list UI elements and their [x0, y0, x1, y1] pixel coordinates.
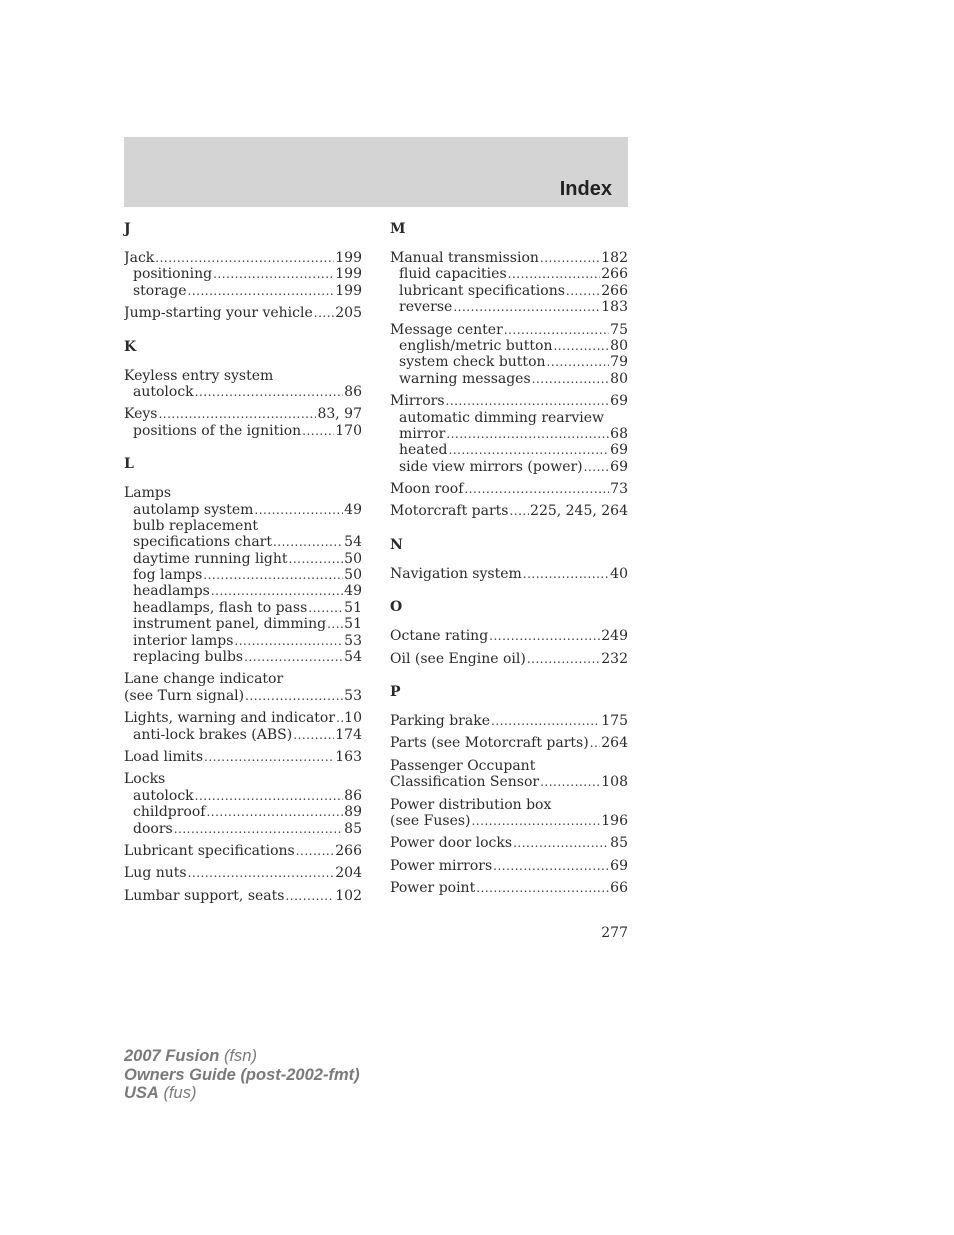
entry-text: Keyless entry system: [124, 367, 274, 384]
index-entry: [390, 566, 628, 582]
index-entry-line: [390, 628, 628, 644]
index-subentry-line: [390, 459, 628, 475]
entry-text: headlamps: [133, 583, 210, 600]
footer-market: USA: [124, 1084, 159, 1102]
page-reference: 249: [601, 628, 628, 645]
dot-leader: [188, 865, 335, 881]
page-reference: 79: [610, 354, 628, 371]
dot-leader: [590, 735, 601, 751]
index-entry-line: [390, 797, 628, 813]
index-entry: [124, 305, 362, 321]
index-entry: [124, 865, 362, 881]
index-subentry-line: [124, 727, 362, 743]
entry-text: Navigation system: [390, 565, 522, 582]
dot-leader: [234, 633, 343, 649]
entry-text: mirror: [399, 425, 446, 442]
dot-leader: [472, 813, 601, 829]
dot-leader: [491, 713, 600, 729]
index-entry-line: [390, 322, 628, 338]
index-subentry-line: [124, 616, 362, 632]
index-entry-line: [390, 250, 628, 266]
footer-guide: Owners Guide (post-2002-fmt): [124, 1065, 360, 1084]
index-entry: [124, 888, 362, 904]
index-subentry-line: [390, 338, 628, 354]
index-subentry-line: [124, 821, 362, 837]
index-subentry-line: [390, 299, 628, 315]
index-section: [390, 218, 628, 520]
index-entry: [390, 858, 628, 874]
page-reference: 40: [610, 565, 628, 582]
index-subentry-line: [390, 442, 628, 458]
page-reference: 53: [344, 632, 362, 649]
index-entry-line: [124, 485, 362, 501]
dot-leader: [493, 858, 609, 874]
dot-leader: [158, 406, 316, 422]
dot-leader: [195, 788, 344, 804]
page-reference: 85: [610, 835, 628, 852]
index-subentry-line: [124, 266, 362, 282]
page-reference: 199: [335, 266, 362, 283]
dot-leader: [509, 503, 529, 519]
section-letter: N: [390, 536, 403, 553]
index-entry-line: [390, 393, 628, 409]
page-reference: 69: [610, 442, 628, 459]
index-entry-line: [390, 813, 628, 829]
dot-leader: [540, 774, 600, 790]
index-subentry-line: [124, 518, 362, 534]
dot-leader: [584, 459, 610, 475]
entry-text: replacing bulbs: [133, 649, 244, 666]
index-subentry-line: [124, 788, 362, 804]
dot-leader: [336, 710, 343, 726]
index-subentry-line: [124, 534, 362, 550]
dot-leader: [296, 843, 335, 859]
index-section: [390, 534, 628, 582]
page-reference: 86: [344, 787, 362, 804]
index-entry-line: [124, 749, 362, 765]
index-entry-line: [390, 880, 628, 896]
entry-text: (see Fuses): [390, 812, 471, 829]
dot-leader: [547, 354, 610, 370]
dot-leader: [553, 338, 609, 354]
page-reference: 102: [335, 887, 362, 904]
dot-leader: [540, 250, 600, 266]
index-entry-line: [390, 503, 628, 519]
page-reference: 163: [335, 748, 362, 765]
header-band: [124, 137, 628, 207]
entry-text: lubricant specifications: [399, 282, 565, 299]
dot-leader: [213, 266, 334, 282]
entry-text: side view mirrors (power): [399, 458, 583, 475]
index-entry: [390, 481, 628, 497]
page-reference: 80: [610, 370, 628, 387]
page-reference: 53: [344, 687, 362, 704]
index-entry-line: [390, 735, 628, 751]
entry-text: Jump-starting your vehicle: [124, 305, 313, 322]
dot-leader: [449, 442, 610, 458]
entry-text: Mirrors: [390, 393, 445, 410]
index-section: [124, 218, 362, 322]
entry-text: Octane rating: [390, 628, 489, 645]
dot-leader: [206, 804, 343, 820]
dot-leader: [464, 481, 609, 497]
index-entry: [390, 835, 628, 851]
dot-leader: [513, 835, 609, 851]
section-letter: J: [124, 221, 131, 237]
entry-text: specifications chart: [133, 534, 272, 551]
entry-text: interior lamps: [133, 632, 234, 649]
index-subentry-line: [124, 423, 362, 439]
footer-market-code: (fus): [163, 1084, 197, 1102]
index-subentry-line: [124, 633, 362, 649]
dot-leader: [289, 551, 344, 567]
index-subentry-line: [124, 583, 362, 599]
dot-leader: [453, 299, 600, 315]
page-reference: 182: [601, 250, 628, 266]
entry-text: headlamps, flash to pass: [133, 599, 308, 616]
page-number: 277: [601, 925, 628, 941]
entry-text: Oil (see Engine oil): [390, 650, 526, 667]
index-subentry-line: [124, 502, 362, 518]
index-entry: [390, 322, 628, 388]
dot-leader: [527, 651, 600, 667]
entry-text: anti-lock brakes (ABS): [133, 726, 293, 743]
page-reference: 50: [344, 567, 362, 584]
dot-leader: [314, 305, 334, 321]
page-reference: 175: [601, 713, 628, 730]
page-reference: 199: [335, 250, 362, 266]
dot-leader: [155, 250, 334, 266]
page-reference: 205: [335, 305, 362, 322]
entry-text: Motorcraft parts: [390, 503, 509, 520]
index-entry: [390, 250, 628, 316]
page-reference: 51: [344, 599, 362, 616]
index-entry: [390, 758, 628, 791]
index-entry: [124, 843, 362, 859]
index-entry: [390, 651, 628, 667]
dot-leader: [188, 283, 335, 299]
page-reference: 69: [610, 393, 628, 410]
entry-text: Locks: [124, 771, 166, 788]
index-section: [390, 681, 628, 897]
entry-text: autolock: [133, 787, 194, 804]
entry-text: bulb replacement: [133, 517, 258, 534]
page-reference: 80: [610, 337, 628, 354]
page-reference: 204: [335, 865, 362, 882]
page-reference: 174: [335, 726, 362, 743]
index-entry-line: [390, 858, 628, 874]
page-reference: 89: [344, 804, 362, 821]
index-entry: [390, 393, 628, 475]
dot-leader: [532, 371, 610, 387]
page-reference: 183: [601, 299, 628, 316]
page-reference: 68: [610, 425, 628, 442]
dot-leader: [244, 649, 343, 665]
entry-text: Passenger Occupant: [390, 757, 536, 774]
dot-leader: [446, 426, 609, 442]
index-entry: [390, 735, 628, 751]
section-letter: O: [390, 599, 403, 616]
footer-line-3: [124, 1084, 360, 1103]
dot-leader: [446, 393, 610, 409]
index-entry: [124, 250, 362, 299]
page-reference: 51: [344, 616, 362, 633]
index-subentry-line: [124, 283, 362, 299]
index-entry-line: [124, 671, 362, 687]
index-subentry-line: [124, 384, 362, 400]
section-letter: K: [124, 338, 137, 355]
entry-text: Power point: [390, 880, 476, 897]
entry-text: Power mirrors: [390, 857, 493, 874]
index-subentry-line: [124, 551, 362, 567]
entry-text: Parking brake: [390, 713, 490, 730]
page-reference: 86: [344, 383, 362, 400]
dot-leader: [489, 628, 600, 644]
page-reference: 266: [335, 842, 362, 859]
entry-text: positioning: [133, 266, 213, 283]
dot-leader: [195, 384, 344, 400]
dot-leader: [211, 583, 343, 599]
entry-text: system check button: [399, 354, 546, 371]
index-subentry-line: [390, 410, 628, 426]
dot-leader: [476, 880, 609, 896]
index-entry-line: [124, 368, 362, 384]
index-subentry-line: [390, 371, 628, 387]
entry-text: automatic dimming rearview: [399, 409, 605, 426]
page-reference: 196: [601, 812, 628, 829]
page-reference: 85: [344, 820, 362, 837]
section-letter: M: [390, 221, 406, 237]
dot-leader: [508, 266, 601, 282]
entry-text: daytime running light: [133, 550, 288, 567]
index-entry-line: [124, 406, 362, 422]
index-entry-line: [390, 651, 628, 667]
footer-line-2: [124, 1066, 360, 1085]
dot-leader: [273, 534, 343, 550]
index-entry: [390, 713, 628, 729]
entry-text: storage: [133, 282, 187, 299]
index-entry-line: [124, 865, 362, 881]
entry-text: Parts (see Motorcraft parts): [390, 735, 589, 752]
entry-text: Message center: [390, 321, 503, 338]
entry-text: Lubricant specifications: [124, 842, 295, 859]
footer: [124, 1047, 360, 1103]
footer-line-1: [124, 1047, 360, 1066]
page-reference: 69: [610, 458, 628, 475]
index-entry: [124, 749, 362, 765]
page-reference: 49: [344, 501, 362, 518]
index-entry: [124, 671, 362, 704]
page-reference: 232: [601, 650, 628, 667]
page-reference: 108: [601, 774, 628, 791]
page-reference: 264: [601, 735, 628, 752]
section-letter: P: [390, 684, 401, 701]
index-entry-line: [124, 771, 362, 787]
page-reference: 225, 245, 264: [530, 503, 628, 520]
dot-leader: [523, 566, 609, 582]
entry-text: Lumbar support, seats: [124, 887, 285, 904]
index-subentry-line: [390, 426, 628, 442]
index-entry: [390, 503, 628, 519]
index-entry-line: [124, 250, 362, 266]
entry-text: Lamps: [124, 485, 172, 502]
index-entry: [124, 710, 362, 743]
index-subentry-line: [124, 600, 362, 616]
page-reference: 73: [610, 481, 628, 498]
index-section: [124, 453, 362, 904]
page-reference: 69: [610, 857, 628, 874]
index-entry-line: [390, 774, 628, 790]
index-subentry-line: [124, 804, 362, 820]
entry-text: childproof: [133, 804, 206, 821]
entry-text: Load limits: [124, 748, 204, 765]
entry-text: Manual transmission: [390, 250, 539, 266]
index-subentry-line: [124, 649, 362, 665]
entry-text: Jack: [124, 250, 155, 266]
index-entry-line: [390, 481, 628, 497]
section-letter: L: [124, 456, 134, 473]
page-reference: 199: [335, 282, 362, 299]
entry-text: Lug nuts: [124, 865, 187, 882]
entry-text: instrument panel, dimming: [133, 616, 327, 633]
index-entry-line: [124, 688, 362, 704]
index-subentry-line: [390, 354, 628, 370]
page-reference: 10: [344, 710, 362, 727]
footer-model-code: (fsn): [223, 1047, 257, 1065]
page-reference: 170: [335, 422, 362, 439]
entry-text: positions of the ignition: [133, 422, 302, 439]
page-reference: 54: [344, 534, 362, 551]
page-title: Index: [559, 178, 612, 200]
dot-leader: [308, 600, 343, 616]
index-entry-line: [390, 758, 628, 774]
entry-text: english/metric button: [399, 337, 553, 354]
index-section: [390, 596, 628, 667]
entry-text: heated: [399, 442, 448, 459]
dot-leader: [327, 616, 343, 632]
index-subentry-line: [390, 283, 628, 299]
index-entry: [124, 485, 362, 665]
footer-model: 2007 Fusion: [124, 1047, 220, 1065]
entry-text: Classification Sensor: [390, 774, 540, 791]
index-entry-line: [124, 305, 362, 321]
entry-text: Keys: [124, 406, 158, 423]
dot-leader: [204, 749, 334, 765]
entry-text: fluid capacities: [399, 266, 507, 283]
page-reference: 83, 97: [317, 406, 362, 423]
page-reference: 49: [344, 583, 362, 600]
index-entry: [390, 797, 628, 830]
dot-leader: [293, 727, 334, 743]
index-column-right: [390, 218, 628, 911]
entry-text: Power door locks: [390, 835, 513, 852]
page-reference: 266: [601, 282, 628, 299]
index-entry: [390, 880, 628, 896]
entry-text: autolamp system: [133, 501, 254, 518]
index-entry: [124, 771, 362, 837]
dot-leader: [504, 322, 609, 338]
index-entry-line: [124, 710, 362, 726]
dot-leader: [285, 888, 334, 904]
index-entry: [390, 628, 628, 644]
index-entry-line: [390, 835, 628, 851]
index-entry-line: [390, 566, 628, 582]
page-reference: 66: [610, 880, 628, 897]
entry-text: Power distribution box: [390, 796, 552, 813]
index-entry: [124, 406, 362, 439]
entry-text: fog lamps: [133, 567, 203, 584]
index-entry-line: [124, 843, 362, 859]
index-entry: [124, 368, 362, 401]
dot-leader: [203, 567, 343, 583]
page-reference: 50: [344, 550, 362, 567]
page-reference: 54: [344, 649, 362, 666]
index-column-left: [124, 218, 362, 918]
entry-text: autolock: [133, 383, 194, 400]
dot-leader: [566, 283, 600, 299]
page-reference: 266: [601, 266, 628, 283]
entry-text: warning messages: [399, 370, 531, 387]
dot-leader: [245, 688, 343, 704]
dot-leader: [254, 502, 343, 518]
index-section: [124, 336, 362, 440]
page-reference: 75: [610, 321, 628, 338]
entry-text: Moon roof: [390, 481, 464, 498]
entry-text: Lights, warning and indicator: [124, 710, 336, 727]
entry-text: Lane change indicator: [124, 671, 284, 688]
index-entry-line: [124, 888, 362, 904]
index-entry-line: [390, 713, 628, 729]
entry-text: doors: [133, 820, 173, 837]
entry-text: (see Turn signal): [124, 687, 245, 704]
index-subentry-line: [124, 567, 362, 583]
entry-text: reverse: [399, 299, 453, 316]
index-subentry-line: [390, 266, 628, 282]
dot-leader: [174, 821, 343, 837]
dot-leader: [302, 423, 334, 439]
